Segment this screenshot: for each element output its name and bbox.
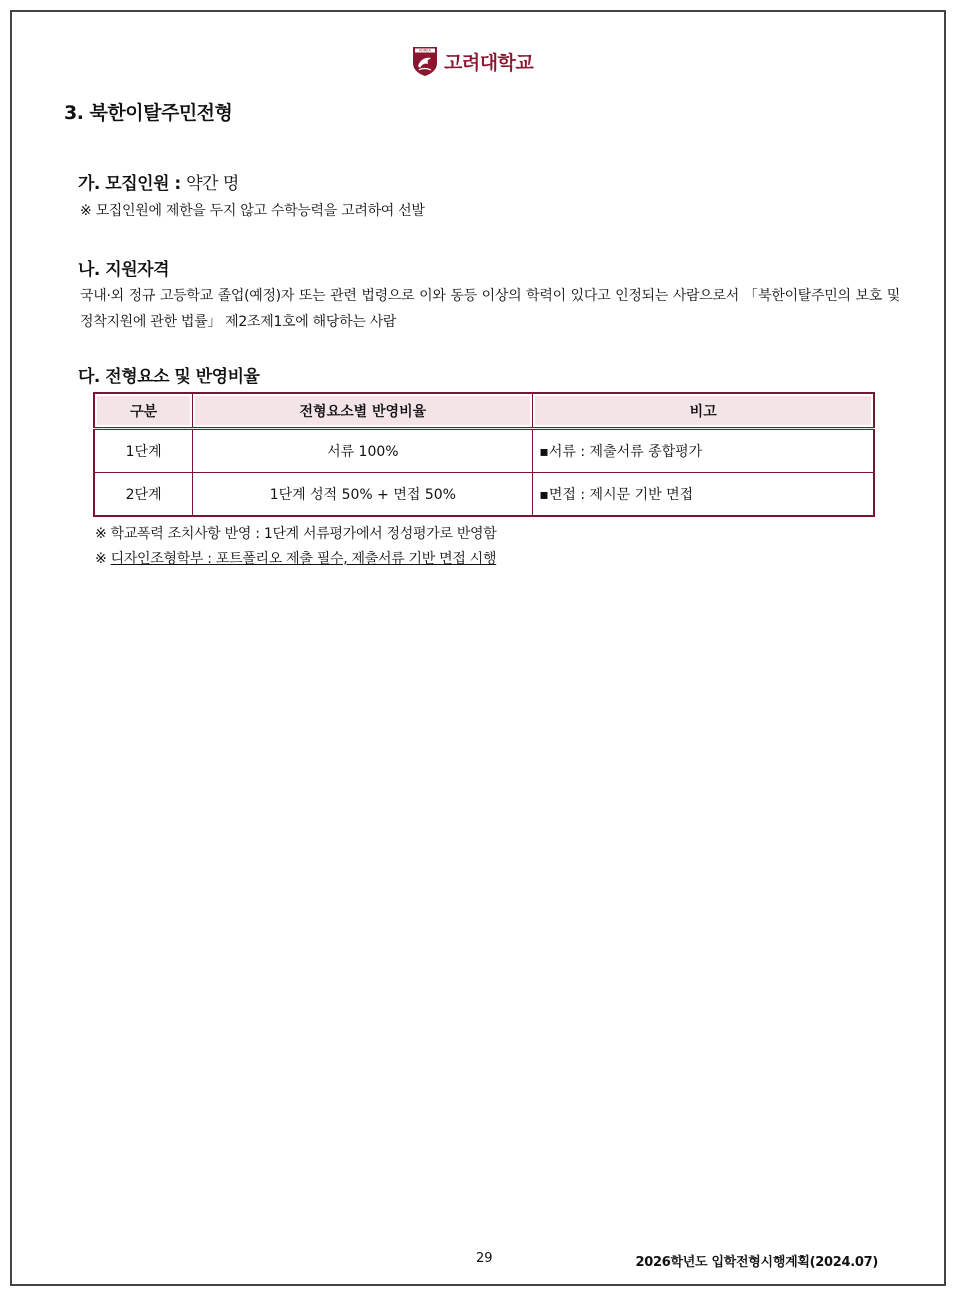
header-remark: 비고 xyxy=(533,393,874,429)
ratio-cell: 서류 100% xyxy=(193,429,533,473)
eligibility-text: 국내·외 정규 고등학교 졸업(예정)자 또는 관련 법령으로 이와 동등 이상의 학력이 있다고 인정되는 사람으로서 「북한이탈주민의 보호 및 정착지원에 관한 법률」 제2조제1호에 해당하는 사람 xyxy=(80,288,900,330)
note-school-violence xyxy=(95,523,497,543)
note-text: 학교폭력 조치사항 반영 : 1단계 서류평가에서 정성평가로 반영함 xyxy=(110,526,497,542)
recruit-heading-line xyxy=(78,169,239,194)
remark-cell: ▪면접 : 제시문 기반 면접 xyxy=(533,473,874,517)
note-text: 디자인조형학부 : 포트폴리오 제출 필수, 제출서류 기반 면접 시행 xyxy=(110,551,497,567)
footer-doc-title: 2026학년도 입학전형시행계획(2024.07) xyxy=(635,1255,878,1270)
stage-cell: 2단계 xyxy=(94,473,193,517)
table-row xyxy=(94,473,874,517)
logo-text: 고려대학교 xyxy=(444,51,534,74)
section-title: 3. 북한이탈주민전형 xyxy=(64,102,233,124)
note-mark: ※ xyxy=(95,551,107,567)
note-mark: ※ xyxy=(95,526,107,542)
crest-icon xyxy=(412,45,438,77)
elements-heading: 다. 전형요소 및 반영비율 xyxy=(78,367,260,387)
recruit-heading: 가. 모집인원 : xyxy=(78,174,181,194)
university-logo xyxy=(412,44,533,78)
recruit-value: 약간 명 xyxy=(186,174,239,194)
note-design-school xyxy=(95,548,496,568)
page-number: 29 xyxy=(476,1251,493,1266)
crest-seal-text: KOREA xyxy=(419,48,431,53)
header-ratio: 전형요소별 반영비율 xyxy=(193,393,533,429)
recruit-note: ※ 모집인원에 제한을 두지 않고 수학능력을 고려하여 선발 xyxy=(80,203,425,219)
ratio-table xyxy=(93,392,875,517)
ratio-cell: 1단계 성적 50% + 면접 50% xyxy=(193,473,533,517)
header-division: 구분 xyxy=(94,393,193,429)
eligibility-heading: 나. 지원자격 xyxy=(78,260,169,280)
table-row xyxy=(94,429,874,473)
stage-cell: 1단계 xyxy=(94,429,193,473)
remark-cell: ▪서류 : 제출서류 종합평가 xyxy=(533,429,874,473)
table-header-row xyxy=(94,393,874,429)
